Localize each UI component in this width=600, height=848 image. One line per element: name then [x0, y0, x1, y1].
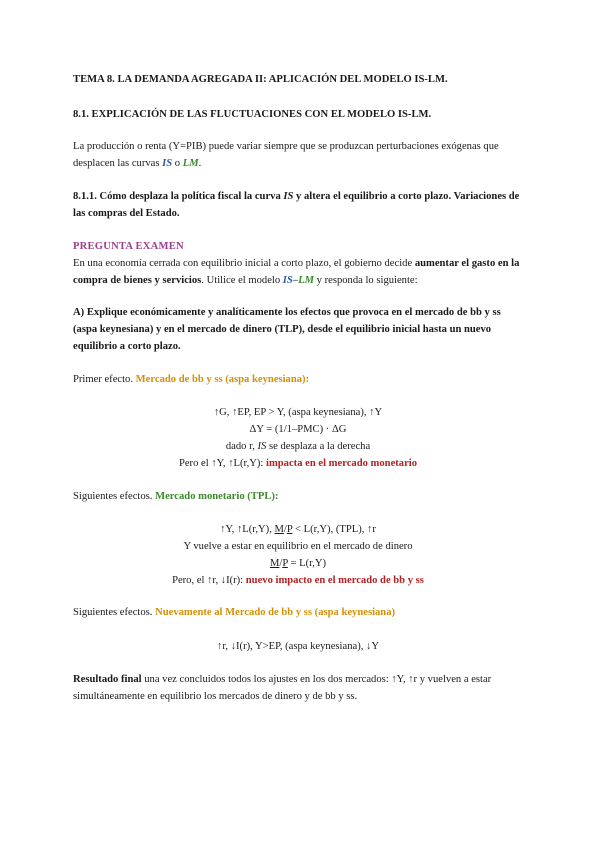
first-effect-eq-1: ↑G, ↑EP, EP > Y, (aspa keynesiana), ↑Y [213, 407, 383, 418]
next-effects-1-label: Siguientes efectos. [73, 491, 156, 502]
eq4-pre: Pero el ↑Y, ↑L(r,Y): [178, 458, 267, 469]
ne1-eq3-slash: / [279, 558, 283, 569]
first-effect-equations [73, 404, 523, 472]
exam-line-1 [73, 255, 523, 272]
intro-text: desplacen las curvas [73, 158, 163, 169]
next-effects-1-heading [73, 488, 523, 505]
ne1-eq4-impact: nuevo impacto en el mercado de bb y ss [245, 575, 424, 586]
ne1-eq3-m: M [269, 558, 280, 569]
ne1-eq3-p: P [282, 558, 288, 569]
intro-conjunction: o [172, 158, 183, 169]
ne1-eq1-m: M [274, 524, 284, 535]
first-effect-heading [73, 371, 523, 388]
section-811-line-1 [73, 188, 523, 205]
section-811-is: IS [283, 191, 294, 202]
first-effect-eq-2: ΔY = (1/1–PMC) · ΔG [249, 424, 347, 435]
exam-is-label: IS [282, 275, 293, 286]
exam-text-2: . Utilice el modelo [201, 275, 283, 286]
section-heading-8-1: 8.1. EXPLICACIÓN DE LAS FLUCTUACIONES CON EL MODELO IS-LM. [73, 109, 432, 120]
document-title: TEMA 8. LA DEMANDA AGREGADA II: APLICACIÓN DEL MODELO IS-LM. [73, 74, 448, 85]
exam-text-3: y responda lo siguiente: [314, 275, 418, 286]
eq3-post: se desplaza a la derecha [266, 441, 371, 452]
next-effects-1-eq-4 [73, 572, 523, 589]
section-811-text-post: y altera el equilibrio a corto plazo. Variaciones de [293, 191, 520, 202]
section-heading-8-1-1 [73, 188, 523, 222]
exam-lm-label: LM [298, 275, 314, 286]
next-effects-1-market: Mercado monetario (TPL): [155, 491, 279, 502]
intro-line-1: La producción o renta (Y=PIB) puede variar siempre que se produzcan perturbaciones exógenas que [73, 141, 499, 152]
question-a-line-1: A) Explique económicamente y analíticamente los efectos que provoca en el mercado de bb y ss [73, 307, 501, 318]
exam-text: En una economía cerrada con equilibrio inicial a corto plazo, el gobierno decide [73, 258, 415, 269]
first-effect-market: Mercado de bb y ss (aspa keynesiana): [135, 374, 310, 385]
intro-line-2 [73, 155, 523, 172]
exam-statement [73, 255, 523, 289]
first-effect-label: Primer efecto. [73, 374, 136, 385]
exam-dash: – [292, 275, 299, 286]
first-effect-eq-4 [73, 455, 523, 472]
eq4-impact: impacta en el mercado monetario [266, 458, 418, 469]
intro-period: . [198, 158, 202, 169]
final-result-line-2: simultáneamente en equilibrio los mercados de dinero y de bb y ss. [73, 691, 358, 702]
ne1-eq3-post: = L(r,Y) [287, 558, 327, 569]
exam-bold-text: aumentar el gasto en la [414, 258, 520, 269]
ne1-eq1-p: P [286, 524, 293, 535]
ne1-eq1-pre: ↑Y, ↑L(r,Y), [220, 524, 275, 535]
is-curve-label: IS [162, 158, 173, 169]
next-effects-1-equations [73, 521, 523, 589]
next-effects-2-market: Nuevamente al Mercado de bb y ss (aspa keynesiana) [155, 607, 396, 618]
question-a-line-3: equilibrio a corto plazo. [73, 341, 181, 352]
eq3-is: IS [257, 441, 267, 452]
final-result-text: una vez concluidos todos los ajustes en los dos mercados: ↑Y, ↑r y vuelven a estar [141, 674, 492, 685]
next-effects-2-heading [73, 604, 523, 621]
question-a [73, 304, 523, 355]
next-effects-1-eq-1 [73, 521, 523, 538]
ne1-eq1-post: < L(r,Y), (TPL), ↑r [292, 524, 376, 535]
section-811-line-2: las compras del Estado. [73, 208, 180, 219]
ne1-eq1-slash: / [283, 524, 287, 535]
lm-curve-label: LM [182, 158, 199, 169]
exam-line-2 [73, 272, 523, 289]
exam-bold-text-2: compra de bienes y servicios [73, 275, 202, 286]
eq3-pre: dado r, [225, 441, 258, 452]
ne1-eq4-pre: Pero, el ↑r, ↓I(r): [172, 575, 246, 586]
final-result-line-1 [73, 671, 523, 688]
next-effects-1-eq-2: Y vuelve a estar en equilibrio en el mercado de dinero [183, 541, 413, 552]
next-effects-2-label: Siguientes efectos. [73, 607, 156, 618]
first-effect-eq-3 [73, 438, 523, 455]
next-effects-2-equation: ↑r, ↓I(r), Y>EP, (aspa keynesiana), ↓Y [217, 641, 379, 652]
exam-question-label: PREGUNTA EXAMEN [73, 241, 184, 252]
final-result-label: Resultado final [73, 674, 142, 685]
intro-paragraph [73, 138, 523, 172]
final-result [73, 671, 523, 705]
next-effects-1-eq-3 [73, 555, 523, 572]
question-a-line-2: (aspa keynesiana) y en el mercado de dinero (TLP), desde el equilibrio inicial hasta un nuevo [73, 324, 492, 335]
section-811-text: 8.1.1. Cómo desplaza la política fiscal la curva [73, 191, 284, 202]
